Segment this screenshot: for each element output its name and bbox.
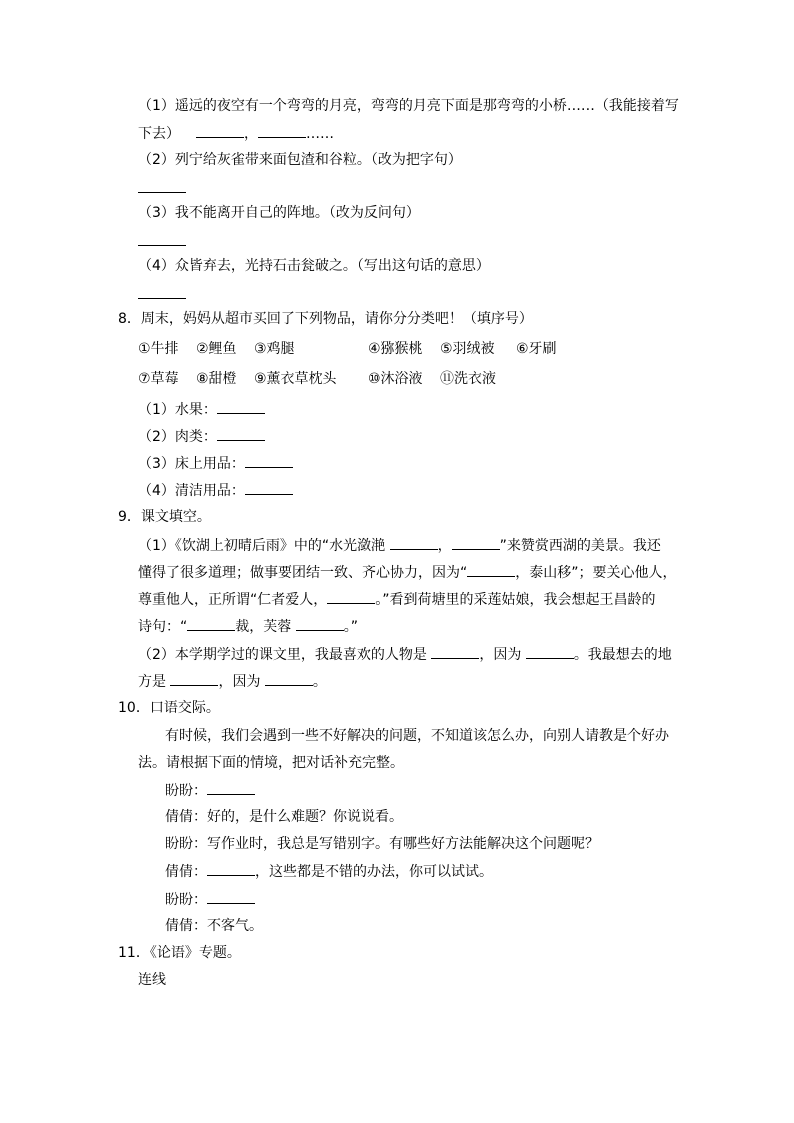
q10-intro-1: 有时候，我们会遇到一些不好解决的问题，不知道该怎么办，向别人请教是个好办 [165, 728, 669, 744]
q10-dialog-1: 盼盼： [165, 780, 255, 800]
q9-line-6: 方是 ，因为 。 [138, 671, 327, 691]
item: ⑦草莓 [138, 371, 179, 387]
q10-dialog-4: 倩倩： ，这些都是不错的办法，你可以试试。 [165, 861, 493, 881]
answer-blank[interactable] [258, 123, 306, 138]
answer-blank[interactable] [431, 644, 479, 659]
answer-blank[interactable] [327, 589, 375, 604]
item: ⑪洗衣液 [440, 371, 496, 387]
answer-blank[interactable] [390, 535, 438, 550]
answer-blank[interactable] [207, 889, 255, 904]
q10-dialog-5: 盼盼： [165, 889, 255, 909]
q10-dialog-6: 倩倩：不客气。 [165, 918, 263, 934]
item: ②鲤鱼 [196, 341, 237, 357]
q9-line-2: 懂得了很多道理；做事要团结一致、齐心协力，因为“ ，泰山移”；要关心他人， [138, 562, 677, 582]
item: ④猕猴桃 [368, 341, 423, 357]
answer-blank[interactable] [207, 780, 255, 795]
answer-blank[interactable] [217, 399, 265, 414]
q7-blank-3[interactable] [138, 231, 186, 251]
q8-title: 8．周末，妈妈从超市买回了下列物品，请你分分类吧！（填序号） [118, 311, 533, 327]
q9-title: 9．课文填空。 [118, 509, 211, 525]
answer-blank[interactable] [217, 426, 265, 441]
q7-sentence-3: （3）我不能离开自己的阵地。（改为反问句） [138, 205, 420, 221]
q9-line-1: （1）《饮湖上初晴后雨》中的“水光潋滟 ， ”来赞赏西湖的美景。我还 [138, 535, 661, 555]
answer-blank[interactable] [196, 123, 244, 138]
answer-blank[interactable] [452, 535, 500, 550]
q9-line-4: 诗句：“ 裁，芙蓉 。” [138, 616, 358, 636]
q10-intro-2: 法。请根据下面的情境，把对话补充完整。 [138, 755, 404, 771]
q11-subtitle: 连线 [138, 972, 166, 988]
answer-blank[interactable] [526, 644, 574, 659]
q7-sentence-1-cont: 下去） ， …… [138, 123, 334, 143]
q8-category-cleaning: （4）清洁用品： [138, 480, 293, 500]
q7-sentence-2: （2）列宁给灰雀带来面包渣和谷粒。（改为把字句） [138, 152, 462, 168]
answer-blank[interactable] [467, 562, 515, 577]
q10-dialog-2: 倩倩：好的，是什么难题？你说说看。 [165, 809, 403, 825]
q10-dialog-3: 盼盼：写作业时，我总是写错别字。有哪些好方法能解决这个问题呢？ [165, 836, 599, 852]
answer-blank[interactable] [187, 616, 235, 631]
q8-category-meat: （2）肉类： [138, 426, 265, 446]
answer-blank[interactable] [138, 178, 186, 193]
q7-blank-4[interactable] [138, 284, 186, 304]
q8-category-fruit: （1）水果： [138, 399, 265, 419]
q7-sentence-1: （1）遥远的夜空有一个弯弯的月亮，弯弯的月亮下面是那弯弯的小桥……（我能接着写 [138, 98, 679, 114]
item: ③鸡腿 [254, 341, 295, 357]
answer-blank[interactable] [138, 284, 186, 299]
item: ⑧甜橙 [196, 371, 237, 387]
item: ①牛排 [138, 341, 179, 357]
q10-title: 10．口语交际。 [118, 700, 220, 716]
answer-blank[interactable] [245, 480, 293, 495]
q7-sentence-4: （4）众皆弃去，光持石击瓮破之。（写出这句话的意思） [138, 258, 490, 274]
item: ⑨薰衣草枕头 [254, 371, 337, 387]
answer-blank[interactable] [265, 671, 313, 686]
item: ⑩沐浴液 [368, 371, 423, 387]
answer-blank[interactable] [138, 231, 186, 246]
item: ⑥牙刷 [516, 341, 557, 357]
q11-title: 11．《论语》专题。 [118, 945, 241, 961]
answer-blank[interactable] [296, 616, 344, 631]
item: ⑤羽绒被 [440, 341, 495, 357]
answer-blank[interactable] [245, 453, 293, 468]
q8-category-bedding: （3）床上用品： [138, 453, 293, 473]
answer-blank[interactable] [207, 861, 255, 876]
q9-line-3: 尊重他人，正所谓“仁者爱人， 。”看到荷塘里的采莲姑娘，我会想起王昌龄的 [138, 589, 656, 609]
q7-blank-2[interactable] [138, 178, 186, 198]
q9-line-5: （2）本学期学过的课文里，我最喜欢的人物是 ，因为 。我最想去的地 [138, 644, 672, 664]
answer-blank[interactable] [170, 671, 218, 686]
